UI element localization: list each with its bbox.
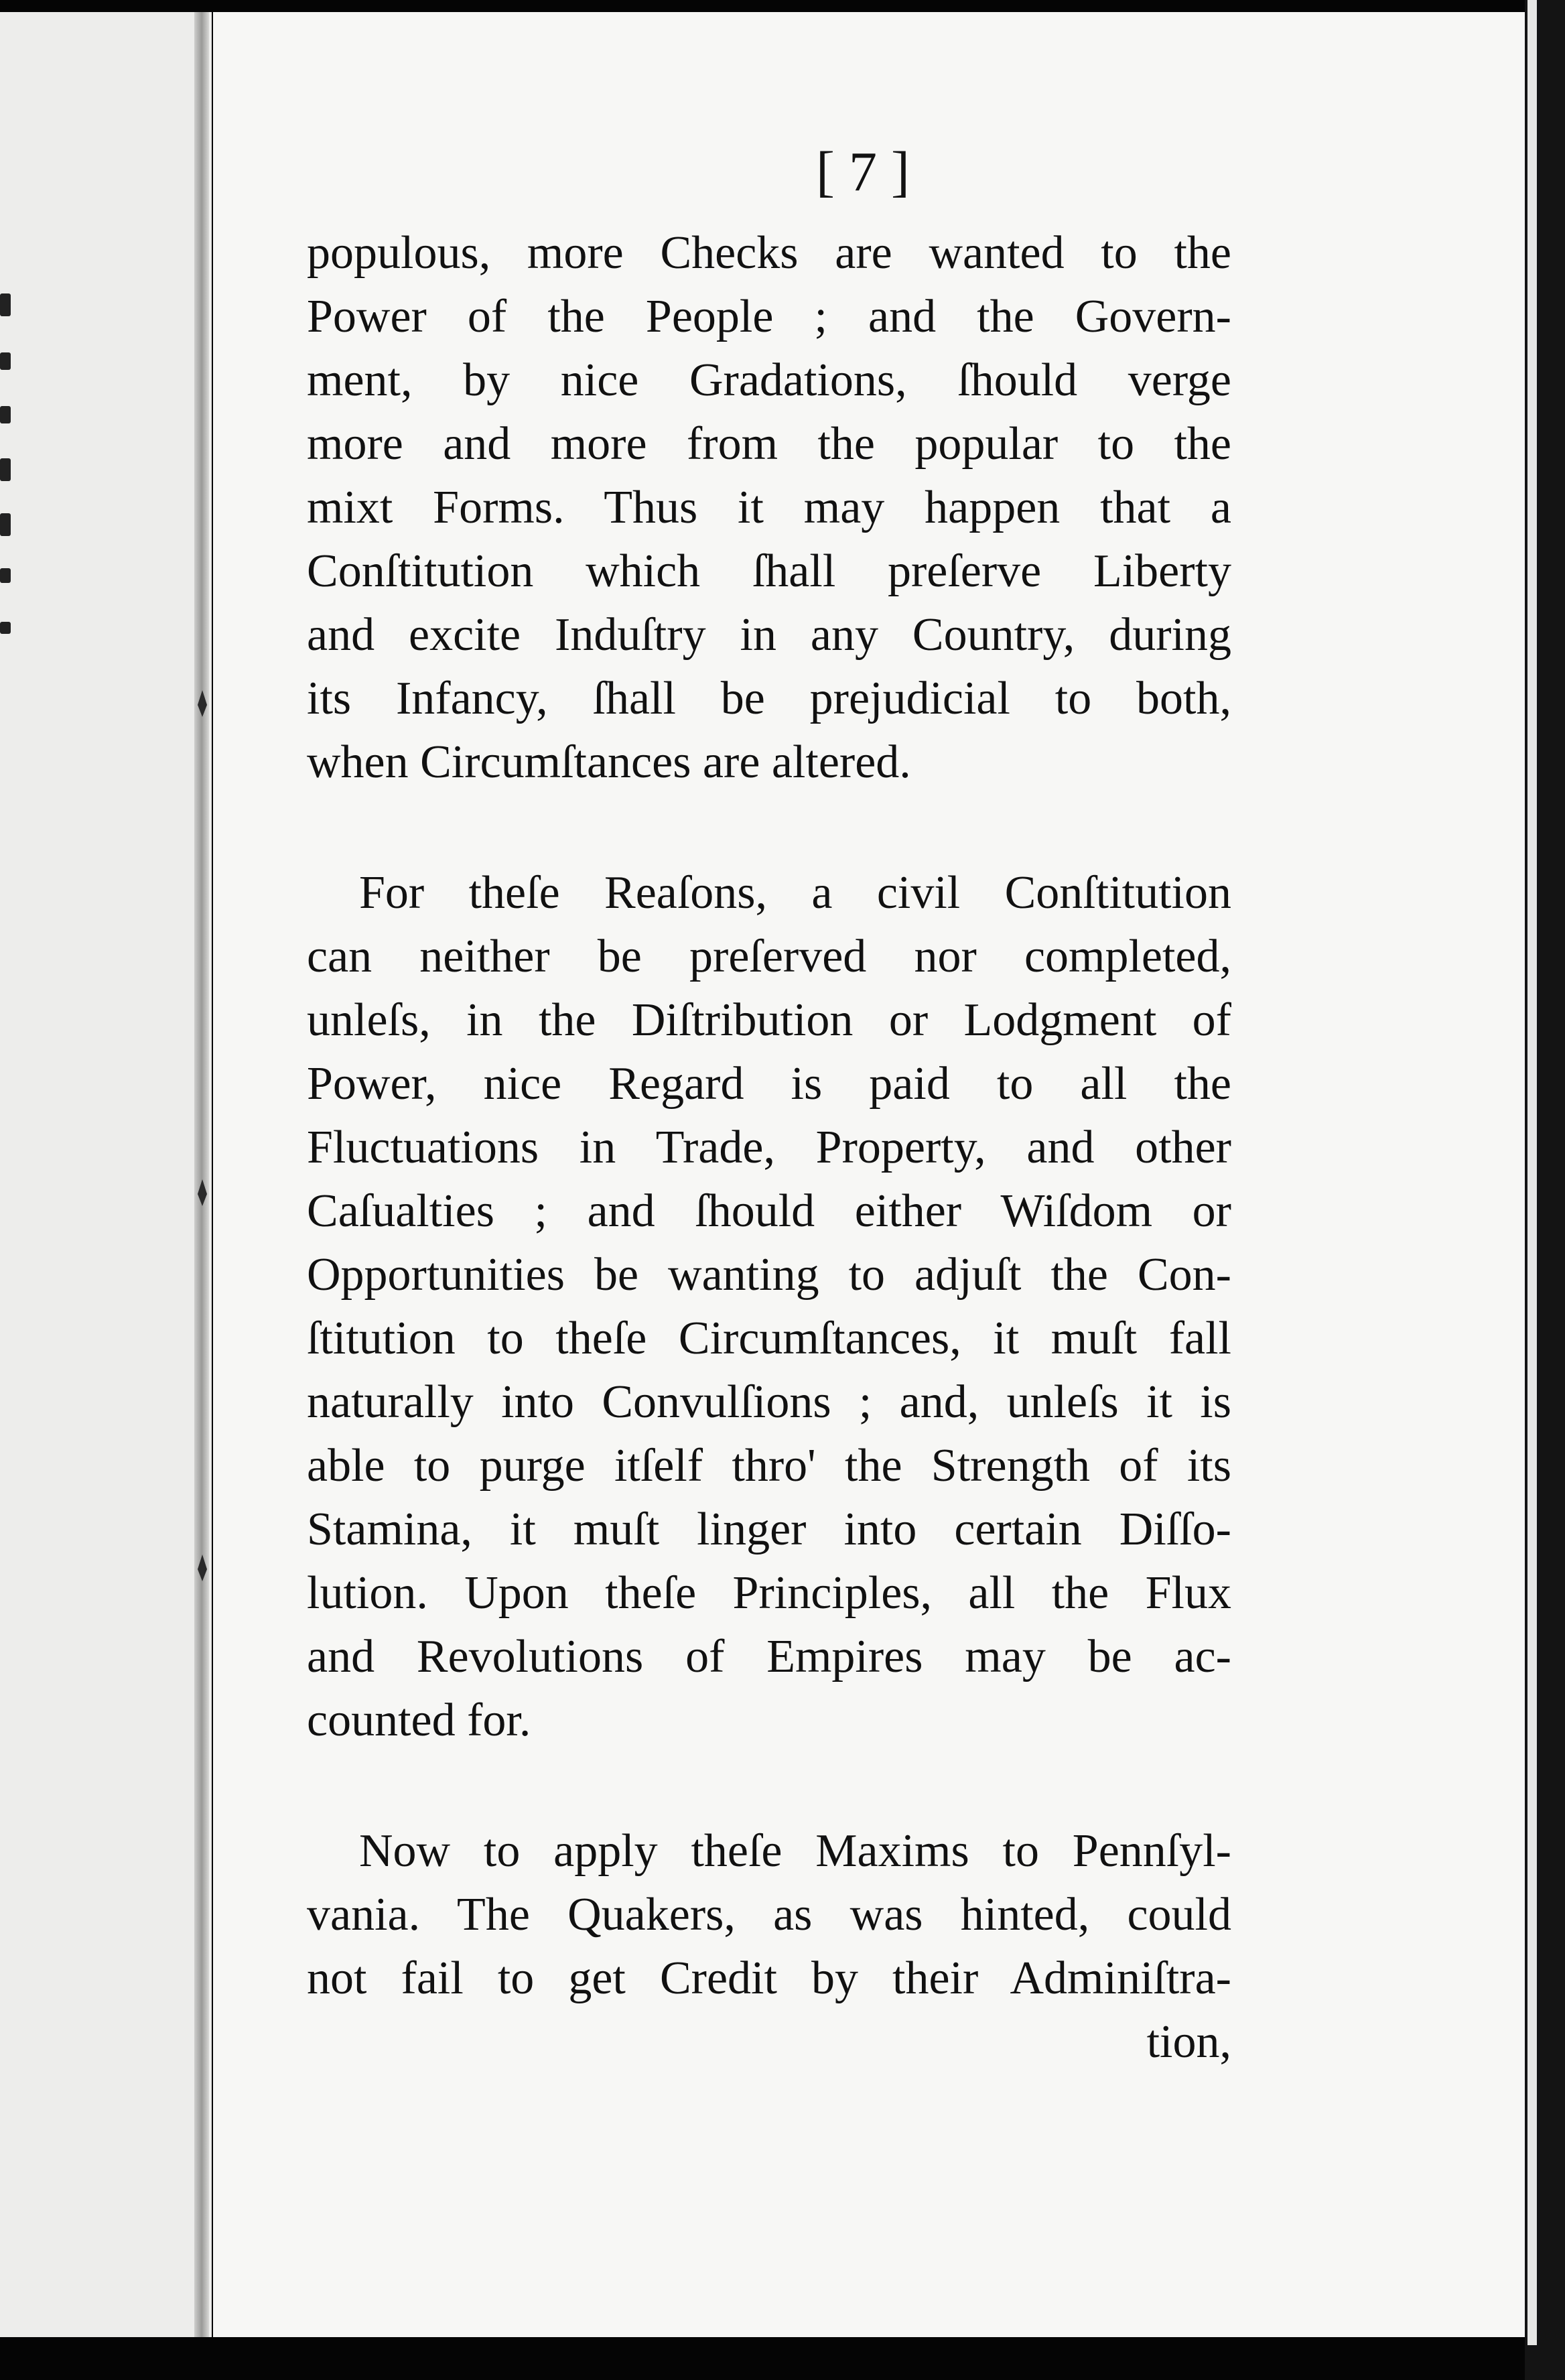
- paragraph: [307, 861, 1231, 1752]
- text-line: Now to apply theſe Maxims to Pennſyl-: [359, 1825, 1231, 1877]
- text-line: and excite Induſtry in any Country, during: [307, 609, 1231, 661]
- text-line: Opportunities be wanting to adjuſt the Con-: [307, 1249, 1231, 1301]
- text-line: more and more from the popular to the: [307, 418, 1231, 470]
- body-text: [307, 221, 1231, 2074]
- text-line: lution. Upon theſe Principles, all the Flux: [307, 1567, 1231, 1619]
- text-line: and Revolutions of Empires may be ac-: [307, 1631, 1231, 1682]
- page-number: [ 7 ]: [816, 141, 910, 203]
- catchword: tion,: [1146, 2016, 1231, 2068]
- text-line: populous, more Checks are wanted to the: [307, 227, 1231, 279]
- text-line: ſtitution to theſe Circumſtances, it muſt fall: [307, 1313, 1231, 1364]
- text-line: vania. The Quakers, as was hinted, could: [307, 1889, 1231, 1940]
- text-line: not fail to get Credit by their Adminiſtra-: [307, 1953, 1231, 2004]
- bleed-through-marks: [0, 240, 17, 843]
- paragraph: [307, 1819, 1231, 2010]
- text-line: counted for.: [307, 1695, 531, 1746]
- text-line: unleſs, in the Diſtribution or Lodgment of: [307, 994, 1231, 1046]
- text-line: Conſtitution which ſhall preſerve Liberty: [307, 545, 1231, 597]
- text-line: naturally into Convulſions ; and, unleſs it is: [307, 1376, 1231, 1428]
- book-gutter: [194, 12, 209, 2337]
- text-line: Power of the People ; and the Govern-: [307, 291, 1231, 342]
- text-line: mixt Forms. Thus it may happen that a: [307, 482, 1231, 533]
- right-page-edge: [1525, 0, 1565, 2380]
- text-line: its Infancy, ſhall be prejudicial to both,: [307, 673, 1231, 724]
- text-line: when Circumſtances are altered.: [307, 736, 911, 788]
- text-line: can neither be preſerved nor completed,: [307, 931, 1231, 982]
- text-line: Fluctuations in Trade, Property, and other: [307, 1122, 1231, 1173]
- text-line: able to purge itſelf thro' the Strength of its: [307, 1440, 1231, 1492]
- text-line: Caſualties ; and ſhould either Wiſdom or: [307, 1185, 1231, 1237]
- paragraph: [307, 221, 1231, 794]
- text-line: Stamina, it muſt linger into certain Diſſo-: [307, 1504, 1231, 1555]
- text-line: Power, nice Regard is paid to all the: [307, 1058, 1231, 1110]
- left-page-edge: [0, 12, 212, 2337]
- text-line: ment, by nice Gradations, ſhould verge: [307, 354, 1231, 406]
- text-line: For theſe Reaſons, a civil Conſtitution: [359, 867, 1231, 919]
